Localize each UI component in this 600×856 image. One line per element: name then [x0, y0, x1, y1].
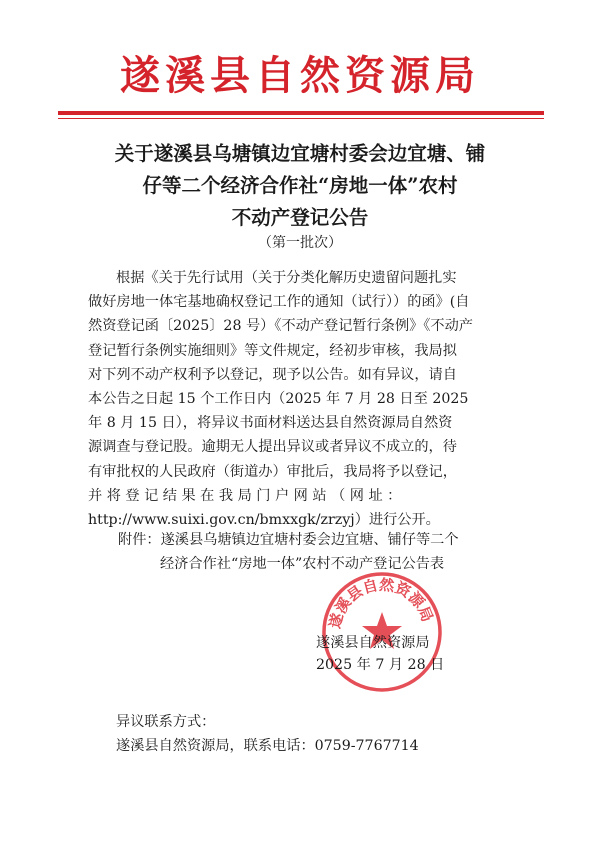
body-line: 源调查与登记股。逾期无人提出异议或者异议不成立的，待: [88, 439, 457, 456]
attachment-line-2: 经济合作社“房地一体”农村不动产登记公告表: [160, 556, 445, 572]
body-line-url: http://www.suixi.gov.cn/bmxxgk/zrzyj）进行公开。: [88, 512, 440, 529]
notice-body: [88, 266, 520, 532]
seal-text: 遂溪县自然资源局: [325, 575, 437, 631]
signature-org: 遂溪县自然资源局: [316, 635, 430, 651]
body-line: 对下列不动产权利予以登记，现予以公告。如有异议，请自: [88, 366, 457, 383]
notice-title: [60, 138, 540, 234]
contact-heading: 异议联系方式：: [116, 714, 216, 730]
contact-line: 遂溪县自然资源局，联系电话：0759-7767714: [116, 738, 419, 754]
notice-title-line-1: 关于遂溪县乌塘镇边宜塘村委会边宜塘、铺: [114, 142, 486, 165]
body-line: 然资登记函〔2025〕28 号）《不动产登记暂行条例》《不动产: [88, 318, 473, 335]
body-line: 做好房地一体宅基地确权登记工作的通知（试行））的函》(自: [88, 294, 470, 311]
notice-title-line-3: 不动产登记公告: [231, 206, 369, 229]
body-line: 根据《关于先行试用（关于分类化解历史遗留问题扎实: [116, 270, 457, 286]
header-rule-thin: [58, 118, 544, 119]
batch-label: （第一批次）: [258, 235, 342, 251]
body-line: 年 8 月 15 日），将异议书面材料送达县自然资源局自然资: [88, 415, 453, 432]
body-line: 并 将 登 记 结 果 在 我 局 门 户 网 站 （ 网 址 ：: [88, 487, 402, 504]
signature-block: [316, 632, 516, 676]
signature-date: 2025 年 7 月 28 日: [316, 657, 445, 673]
notice-title-line-2: 仔等二个经济合作社“房地一体”农村: [142, 174, 458, 197]
org-header-title: 遂溪县自然资源局: [120, 52, 480, 99]
attachment-line-1: 附件：遂溪县乌塘镇边宜塘村委会边宜塘、铺仔等二个: [118, 532, 459, 548]
body-line: 有审批权的人民政府（街道办）审批后，我局将予以登记，: [88, 463, 457, 480]
body-line: 登记暂行条例实施细则》等文件规定，经初步审核，我局拟: [88, 342, 457, 359]
contact-block: [116, 710, 536, 758]
body-line: 本公告之日起 15 个工作日内（2025 年 7 月 28 日至 2025: [88, 391, 469, 408]
header-rule-thick: [58, 111, 544, 115]
